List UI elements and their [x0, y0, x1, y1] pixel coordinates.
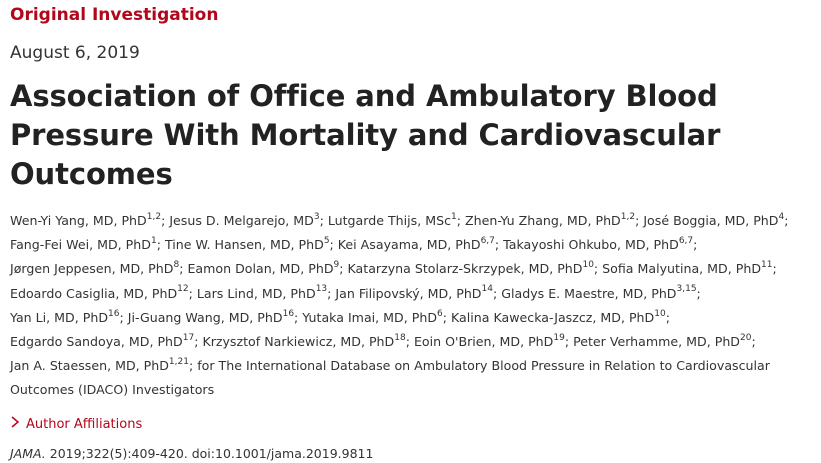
affiliation-superscript: 6,7 [480, 236, 495, 247]
author-name[interactable] [169, 213, 319, 228]
affiliation-superscript: 4 [778, 211, 785, 222]
author-name[interactable] [197, 286, 327, 301]
author-name[interactable] [10, 237, 157, 252]
affiliation-superscript: 1,2 [146, 211, 162, 222]
group-author: for The International Database on Ambulatory Blood Pressure in Relation to Cardiovascular Outcomes (IDACO) Investigators [10, 358, 770, 398]
author-name[interactable] [202, 334, 405, 349]
affiliation-superscript: 17 [182, 332, 195, 343]
affiliation-superscript: 8 [173, 260, 180, 271]
affiliation-superscript: 11 [761, 260, 773, 271]
citation-journal: JAMA. [10, 445, 46, 461]
author-name[interactable] [10, 261, 179, 276]
author-name-text: Gladys E. Maestre, MD, PhD [501, 285, 677, 301]
affiliation-superscript: 1,2 [620, 211, 636, 222]
affiliation-superscript: 5 [323, 236, 330, 247]
author-name[interactable] [602, 261, 772, 276]
author-affiliations-link[interactable] [10, 416, 142, 434]
affiliation-superscript: 10 [654, 308, 666, 319]
affiliation-superscript: 19 [553, 332, 565, 343]
affiliation-superscript: 1 [451, 211, 457, 222]
author-name[interactable] [302, 310, 442, 325]
affiliation-superscript: 12 [177, 284, 189, 295]
author-name-text: Wen-Yi Yang, MD, PhD [10, 213, 147, 228]
author-name-text: Fang-Fei Wei, MD, PhD [10, 237, 151, 253]
author-name-text: José Boggia, MD, PhD [643, 213, 779, 228]
affiliation-superscript: 20 [740, 332, 752, 343]
author-name[interactable] [187, 261, 339, 276]
author-name-text: Zhen-Yu Zhang, MD, PhD [464, 213, 621, 228]
author-name-text: Edgardo Sandoya, MD, PhD [10, 334, 183, 350]
publication-date: August 6, 2019 [10, 43, 140, 63]
author-name-text: Kei Asayama, MD, PhD [337, 237, 481, 253]
citation-details: 2019;322(5):409-420. doi:10.1001/jama.2019.9811 [45, 445, 374, 461]
affiliation-superscript: 18 [394, 332, 406, 343]
author-name-text: Katarzyna Stolarz-Skrzypek, MD, PhD [347, 261, 583, 277]
author-name-text: Jesus D. Melgarejo, MD [169, 213, 314, 228]
citation [10, 445, 821, 463]
author-name-text: Sofia Malyutina, MD, PhD [602, 261, 762, 277]
affiliation-superscript: 1 [150, 236, 157, 247]
author-name-text: Jan Filipovský, MD, PhD [335, 285, 482, 301]
article-type-label[interactable]: Original Investigation [10, 5, 219, 25]
author-name-text: Edoardo Casiglia, MD, PhD [10, 285, 178, 301]
author-name[interactable] [503, 237, 693, 252]
author-name-text: Jørgen Jeppesen, MD, PhD [10, 261, 174, 277]
author-name-text: Kalina Kawecka-Jaszcz, MD, PhD [451, 309, 655, 325]
affiliation-superscript: 10 [582, 260, 594, 271]
author-name[interactable] [643, 213, 784, 228]
author-name[interactable] [501, 286, 696, 301]
affiliation-superscript: 13 [315, 284, 328, 295]
author-name[interactable] [328, 213, 457, 228]
author-affiliations-label: Author Affiliations [26, 416, 143, 432]
author-name[interactable] [10, 334, 194, 349]
author-name[interactable] [165, 237, 330, 252]
author-name[interactable] [465, 213, 635, 228]
author-name[interactable] [348, 261, 594, 276]
author-name[interactable] [128, 310, 294, 325]
author-name[interactable] [10, 213, 161, 228]
author-name-text: Jan A. Staessen, MD, PhD [10, 358, 169, 374]
affiliation-superscript: 9 [333, 260, 340, 271]
author-name-text: Takayoshi Ohkubo, MD, PhD [503, 237, 679, 253]
author-name[interactable] [573, 334, 751, 349]
author-name-text: Tine W. Hansen, MD, PhD [164, 237, 324, 253]
author-name-text: Peter Verhamme, MD, PhD [573, 334, 740, 350]
author-name[interactable] [10, 358, 189, 373]
author-list: Wen-Yi Yang, MD, PhD$^{1,2}$; Jesus D. Melgarejo, $MD^3$; Lutgarde Thijs, MSc$^1$; Zhen-Yu Zhang, MD, PhD$^{1,2}$; José Boggia, MD, PhD$^4$; Fang-Fei Wei, MD, PhD$^1$; Tine W. Hansen, MD, PhD$^5$; Kei Asayama, MD, PhD$^{6,7}$; Takayoshi Ohkubo, MD, PhD$^{6,7}$; Jørgen Jeppesen, MD, PhD$^8$; Eamon Dolan, MD, PhD$^9$; Katarzyna Stolarz-Skrzypek, MD, PhD$^{10}$; Sofia Malyutina, MD, PhD$^{11}$; Edoardo Casiglia, MD, PhD$^{12}$; Lars Lind, MD, PhD$^{13}$; Jan Filipovský, MD, PhD$^{14}$; Gladys E. Maestre, MD, PhD$^{3,15}$; Yan Li, MD, PhD$^{16}$; Ji-Guang Wang, MD, PhD$^{16}$; Yutaka Imai, MD, PhD$^6$; Kalina Kawecka-Jaszcz, MD, PhD$^{10}$; Edgardo Sandoya, MD, PhD$^{17}$; Krzysztof Narkiewicz, MD, PhD$^{18}$; Eoin O'Brien, MD, PhD$^{19}$; Peter Verhamme, MD, PhD$^{20}$; Jan A. Staessen, MD, PhD$^{1,21}$; for The International Database on Ambulatory Blood Pressure in Relation to Cardiovascular Outcomes (IDACO) Investigators [10, 211, 789, 398]
author-name[interactable] [10, 310, 119, 325]
affiliation-superscript: 14 [481, 284, 493, 295]
author-name-text: Ji-Guang Wang, MD, PhD [127, 309, 283, 325]
affiliation-superscript: 3 [313, 211, 320, 222]
author-name-text: Eoin O'Brien, MD, PhD [413, 334, 554, 350]
article-title: Association of Office and Ambulatory Blood Pressure With Mortality and Cardiovascular Outcomes [10, 79, 721, 191]
author-name-text: Yan Li, MD, PhD [10, 309, 109, 325]
author-name-text: Yutaka Imai, MD, PhD [302, 309, 438, 325]
author-name-text: Eamon Dolan, MD, PhD [187, 261, 334, 277]
author-name[interactable] [338, 237, 495, 252]
affiliation-superscript: 3,15 [676, 284, 697, 295]
author-name[interactable] [10, 286, 189, 301]
affiliation-superscript: 16 [282, 308, 295, 319]
author-name[interactable] [335, 286, 493, 301]
author-name[interactable] [414, 334, 565, 349]
affiliation-superscript: 1,21 [168, 357, 189, 368]
affiliation-superscript: 6,7 [678, 236, 694, 247]
author-name-text: Lutgarde Thijs, MSc [327, 213, 451, 228]
author-name-text: Lars Lind, MD, PhD [196, 285, 316, 301]
author-name-text: Krzysztof Narkiewicz, MD, PhD [202, 334, 395, 350]
author-name[interactable] [451, 310, 666, 325]
chevron-right-icon [10, 416, 24, 434]
affiliation-superscript: 6 [437, 308, 443, 319]
affiliation-superscript: 16 [108, 308, 120, 319]
